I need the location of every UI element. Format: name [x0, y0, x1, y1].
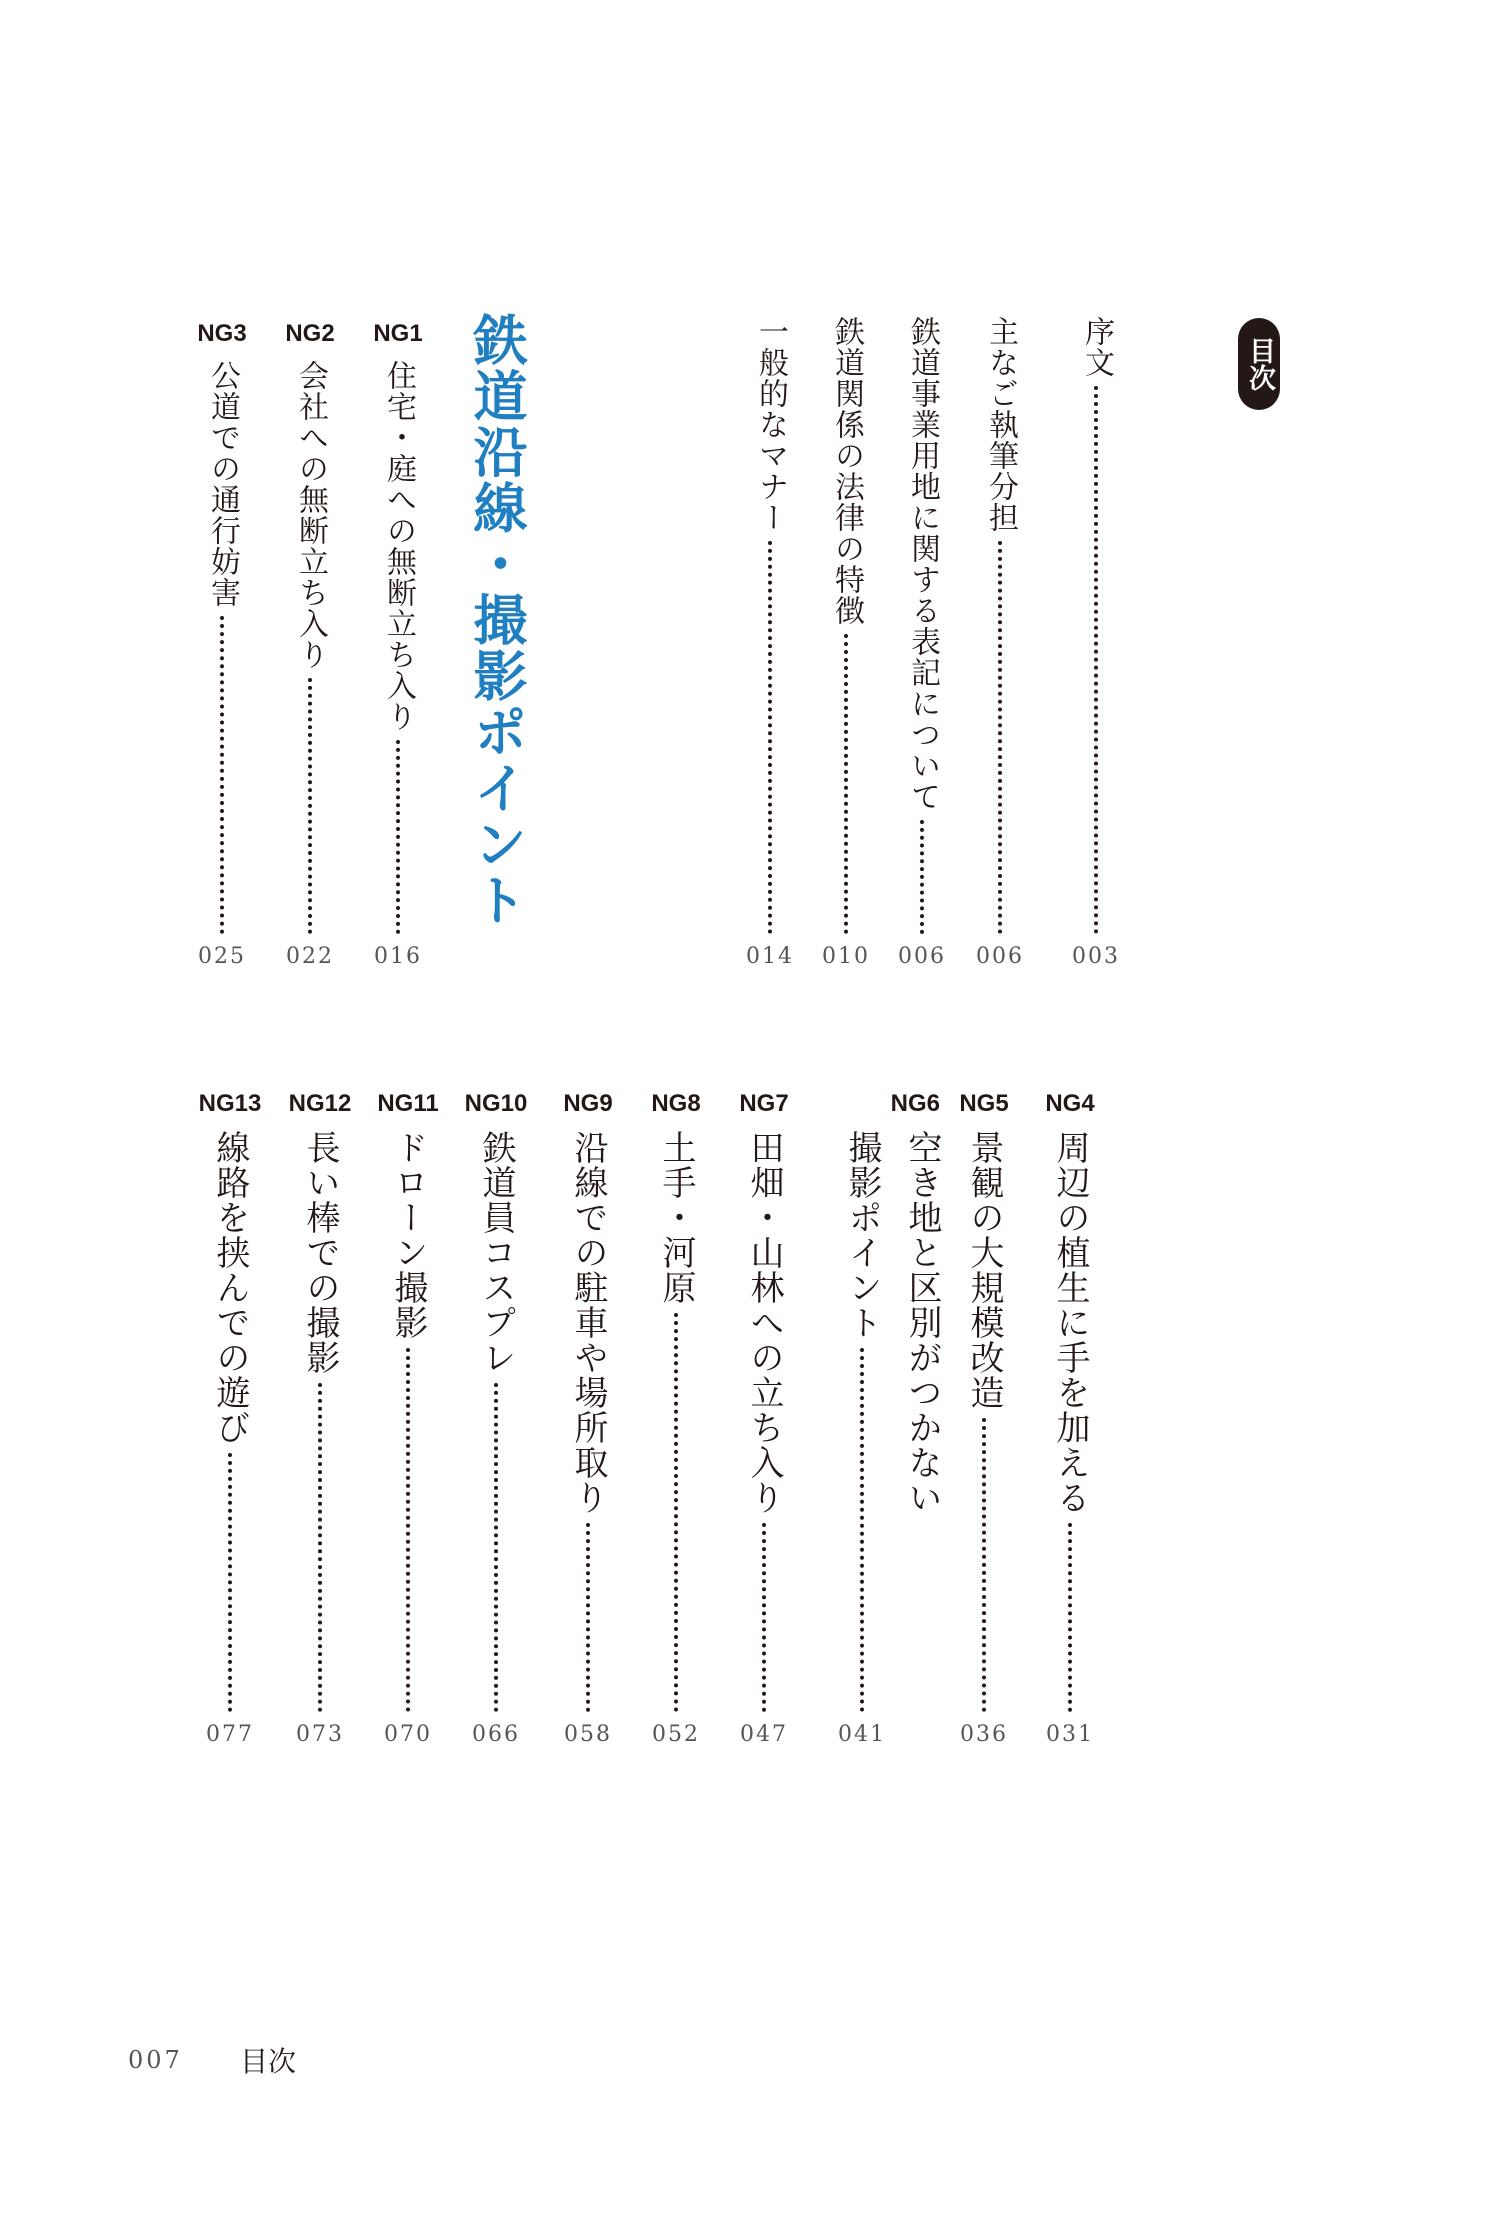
ng-label: NG8 — [651, 1090, 701, 1117]
dot-leader — [674, 1313, 678, 1712]
toc-entry-ng7[interactable] — [734, 1086, 794, 1750]
toc-entry-preface[interactable] — [1066, 316, 1126, 972]
dot-leader — [586, 1523, 590, 1712]
two-line-title — [824, 1130, 952, 1750]
toc-entry-ng5[interactable] — [954, 1086, 1014, 1750]
ng-label: NG10 — [464, 1090, 528, 1117]
toc-entry-authors[interactable] — [970, 316, 1030, 972]
page-number: 036 — [960, 1722, 1008, 1747]
entry-title: 鉄道事業用地に関する表記について — [905, 316, 940, 812]
toc-entry-ng1[interactable] — [368, 316, 428, 972]
page-number: 014 — [746, 944, 794, 969]
entry-title: 一般的なマナー — [753, 316, 788, 533]
dot-leader — [396, 740, 400, 934]
entry-title: 景観の大規模改造 — [964, 1130, 1004, 1410]
toc-entry-ng6[interactable] — [824, 1086, 952, 1750]
title-line-1 — [892, 1130, 952, 1750]
page-number: 070 — [384, 1722, 432, 1747]
page-number: 077 — [206, 1722, 254, 1747]
dot-leader — [220, 616, 224, 934]
entry-title: 主なご執筆分担 — [983, 316, 1018, 533]
ng-label: NG6 — [890, 1090, 940, 1117]
toc-entry-ng2[interactable] — [280, 316, 340, 972]
ng-label: NG3 — [197, 320, 247, 347]
dot-leader — [920, 820, 924, 934]
entry-title: 周辺の植生に手を加える — [1050, 1130, 1090, 1515]
entry-title: 鉄道関係の法律の特徴 — [829, 316, 864, 626]
dot-leader — [998, 541, 1002, 934]
page-number: 022 — [286, 944, 334, 969]
entry-title-continued: 撮影ポイント — [842, 1130, 882, 1340]
entry-title: ドローン撮影 — [388, 1130, 428, 1340]
toc-entry-ng10[interactable] — [466, 1086, 526, 1750]
dot-leader — [406, 1348, 410, 1712]
entry-title: 序文 — [1079, 316, 1114, 378]
entry-title: 線路を挟んでの遊び — [210, 1130, 250, 1445]
dot-leader — [860, 1348, 864, 1712]
dot-leader — [318, 1383, 322, 1712]
toc-entry-ng4[interactable] — [1040, 1086, 1100, 1750]
page-number: 047 — [740, 1722, 788, 1747]
page-number: 016 — [374, 944, 422, 969]
ng-label: NG12 — [288, 1090, 352, 1117]
entry-title: 沿線での駐車や場所取り — [568, 1130, 608, 1515]
ng-label: NG2 — [285, 320, 335, 347]
entry-title: 住宅・庭への無断立ち入り — [381, 360, 416, 732]
page-number: 006 — [898, 944, 946, 969]
dot-leader — [762, 1523, 766, 1712]
entry-title: 田畑・山林への立ち入り — [744, 1130, 784, 1515]
page-number: 058 — [564, 1722, 612, 1747]
ng-label: NG13 — [198, 1090, 262, 1117]
entry-title: 土手・河原 — [656, 1130, 696, 1305]
dot-leader — [308, 678, 312, 934]
ng-label: NG4 — [1045, 1090, 1095, 1117]
dot-leader — [844, 634, 848, 934]
toc-entry-ng12[interactable] — [290, 1086, 350, 1750]
toc-entry-manners[interactable] — [740, 316, 800, 972]
ng-label: NG9 — [563, 1090, 613, 1117]
entry-title: 長い棒での撮影 — [300, 1130, 340, 1375]
page-number: 025 — [198, 944, 246, 969]
dot-leader — [228, 1453, 232, 1712]
ng-label: NG1 — [373, 320, 423, 347]
entry-title: 空き地と区別がつかない — [902, 1130, 942, 1515]
ng-label: NG11 — [377, 1090, 439, 1117]
toc-entry-notation[interactable] — [892, 316, 952, 972]
dot-leader — [1068, 1523, 1072, 1712]
toc-entry-ng9[interactable] — [558, 1086, 618, 1750]
toc-entry-ng13[interactable] — [200, 1086, 260, 1750]
footer-page-number: 007 — [128, 2046, 183, 2074]
footer-title: 目次 — [240, 2045, 297, 2078]
dot-leader — [1094, 386, 1098, 934]
toc-badge: 目次 — [1238, 318, 1280, 410]
title-line-2 — [832, 1130, 892, 1750]
toc-entry-ng11[interactable] — [378, 1086, 438, 1750]
entry-title: 会社への無断立ち入り — [293, 360, 328, 670]
page-number: 010 — [822, 944, 870, 969]
ng-label: NG7 — [739, 1090, 789, 1117]
page-number: 052 — [652, 1722, 700, 1747]
dot-leader — [768, 541, 772, 934]
section-title: 鉄道沿線・撮影ポイント — [465, 312, 528, 928]
toc-entry-ng3[interactable] — [192, 316, 252, 972]
dot-leader — [982, 1418, 986, 1712]
page-number: 003 — [1072, 944, 1120, 969]
page-number: 031 — [1046, 1722, 1094, 1747]
toc-entry-ng8[interactable] — [646, 1086, 706, 1750]
page-number: 073 — [296, 1722, 344, 1747]
toc-entry-law[interactable] — [816, 316, 876, 972]
page-number: 041 — [838, 1722, 886, 1747]
entry-title: 公道での通行妨害 — [205, 360, 240, 608]
dot-leader — [494, 1383, 498, 1712]
page-number: 006 — [976, 944, 1024, 969]
page-number: 066 — [472, 1722, 520, 1747]
entry-title: 鉄道員コスプレ — [476, 1130, 516, 1375]
ng-label: NG5 — [959, 1090, 1009, 1117]
